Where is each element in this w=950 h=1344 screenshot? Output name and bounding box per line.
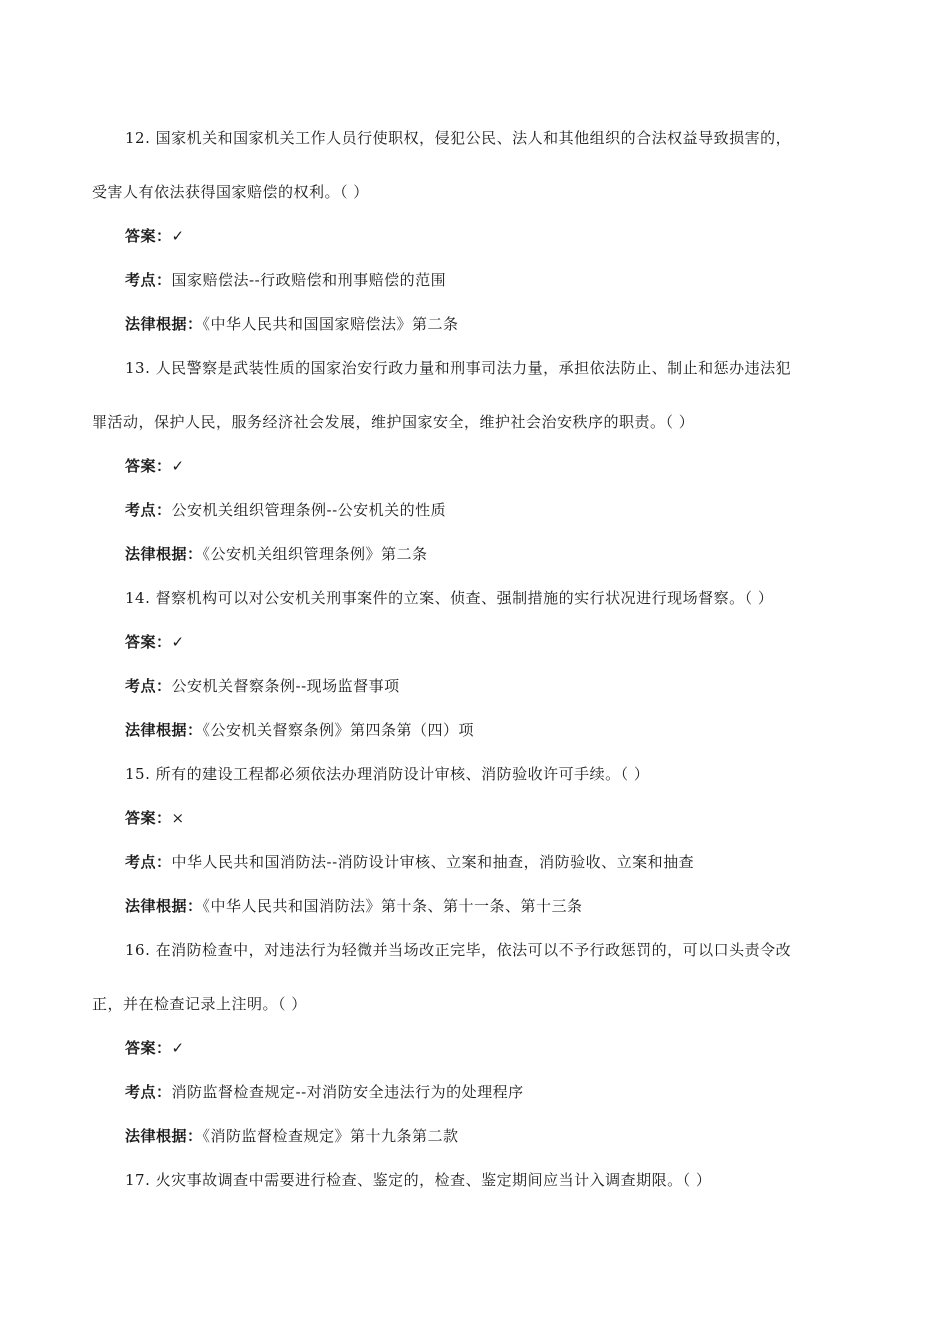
answer-row (125, 808, 185, 828)
question-17-line-1: 17. 火灾事故调查中需要进行检查、鉴定的，检查、鉴定期间应当计入调查期限。（ ） (125, 1171, 712, 1189)
basis-label: 法律根据： (125, 721, 203, 739)
point-label: 考点： (125, 677, 172, 695)
point-row (125, 1082, 524, 1102)
question-14-line-1: 14. 督察机构可以对公安机关刑事案件的立案、侦查、强制措施的实行状况进行现场督察。（ ） (125, 589, 774, 607)
basis-row (125, 314, 459, 334)
point-text: 公安机关组织管理条例--公安机关的性质 (171, 501, 447, 519)
basis-text: 《消防监督检查规定》第十九条第二款 (202, 1127, 459, 1145)
basis-text: 《中华人民共和国国家赔偿法》第二条 (202, 315, 459, 333)
answer-label: 答案： (125, 1039, 172, 1057)
answer-label: 答案： (125, 809, 172, 827)
point-row (125, 500, 446, 520)
point-label: 考点： (125, 271, 172, 289)
answer-mark: ✓ (171, 1039, 185, 1057)
answer-mark: ✓ (171, 633, 185, 651)
basis-label: 法律根据： (125, 897, 203, 915)
basis-text: 《公安机关督察条例》第四条第（四）项 (202, 721, 475, 739)
question-12-line-2: 受害人有依法获得国家赔偿的权利。（ ） (92, 183, 369, 201)
point-text: 国家赔偿法--行政赔偿和刑事赔偿的范围 (171, 271, 447, 289)
answer-row (125, 456, 185, 476)
basis-label: 法律根据： (125, 545, 203, 563)
basis-label: 法律根据： (125, 315, 203, 333)
point-label: 考点： (125, 853, 172, 871)
basis-text: 《中华人民共和国消防法》第十条、第十一条、第十三条 (202, 897, 583, 915)
point-label: 考点： (125, 1083, 172, 1101)
answer-mark: × (171, 809, 185, 827)
question-12-line-1: 12. 国家机关和国家机关工作人员行使职权，侵犯公民、法人和其他组织的合法权益导致损害的， (125, 129, 792, 147)
question-13-line-2: 罪活动，保护人民，服务经济社会发展，维护国家安全，维护社会治安秩序的职责。（ ） (92, 413, 695, 431)
answer-row (125, 1038, 185, 1058)
question-16-line-2: 正，并在检查记录上注明。（ ） (92, 995, 307, 1013)
point-text: 中华人民共和国消防法--消防设计审核、立案和抽查，消防验收、立案和抽查 (171, 853, 695, 871)
basis-row (125, 1126, 459, 1146)
answer-label: 答案： (125, 633, 172, 651)
answer-row (125, 226, 185, 246)
answer-mark: ✓ (171, 457, 185, 475)
basis-row (125, 544, 428, 564)
basis-text: 《公安机关组织管理条例》第二条 (202, 545, 428, 563)
point-row (125, 852, 694, 872)
question-15-line-1: 15. 所有的建设工程都必须依法办理消防设计审核、消防验收许可手续。（ ） (125, 765, 650, 783)
question-16-line-1: 16. 在消防检查中，对违法行为轻微并当场改正完毕，依法可以不予行政惩罚的，可以口头责令改 (125, 941, 792, 959)
question-13-line-1: 13. 人民警察是武装性质的国家治安行政力量和刑事司法力量，承担依法防止、制止和惩办违法犯 (125, 359, 792, 377)
basis-row (125, 896, 583, 916)
answer-label: 答案： (125, 227, 172, 245)
basis-label: 法律根据： (125, 1127, 203, 1145)
basis-row (125, 720, 474, 740)
point-text: 消防监督检查规定--对消防安全违法行为的处理程序 (171, 1083, 524, 1101)
point-row (125, 270, 446, 290)
point-text: 公安机关督察条例--现场监督事项 (171, 677, 400, 695)
answer-label: 答案： (125, 457, 172, 475)
answer-mark: ✓ (171, 227, 185, 245)
point-label: 考点： (125, 501, 172, 519)
point-row (125, 676, 400, 696)
answer-row (125, 632, 185, 652)
